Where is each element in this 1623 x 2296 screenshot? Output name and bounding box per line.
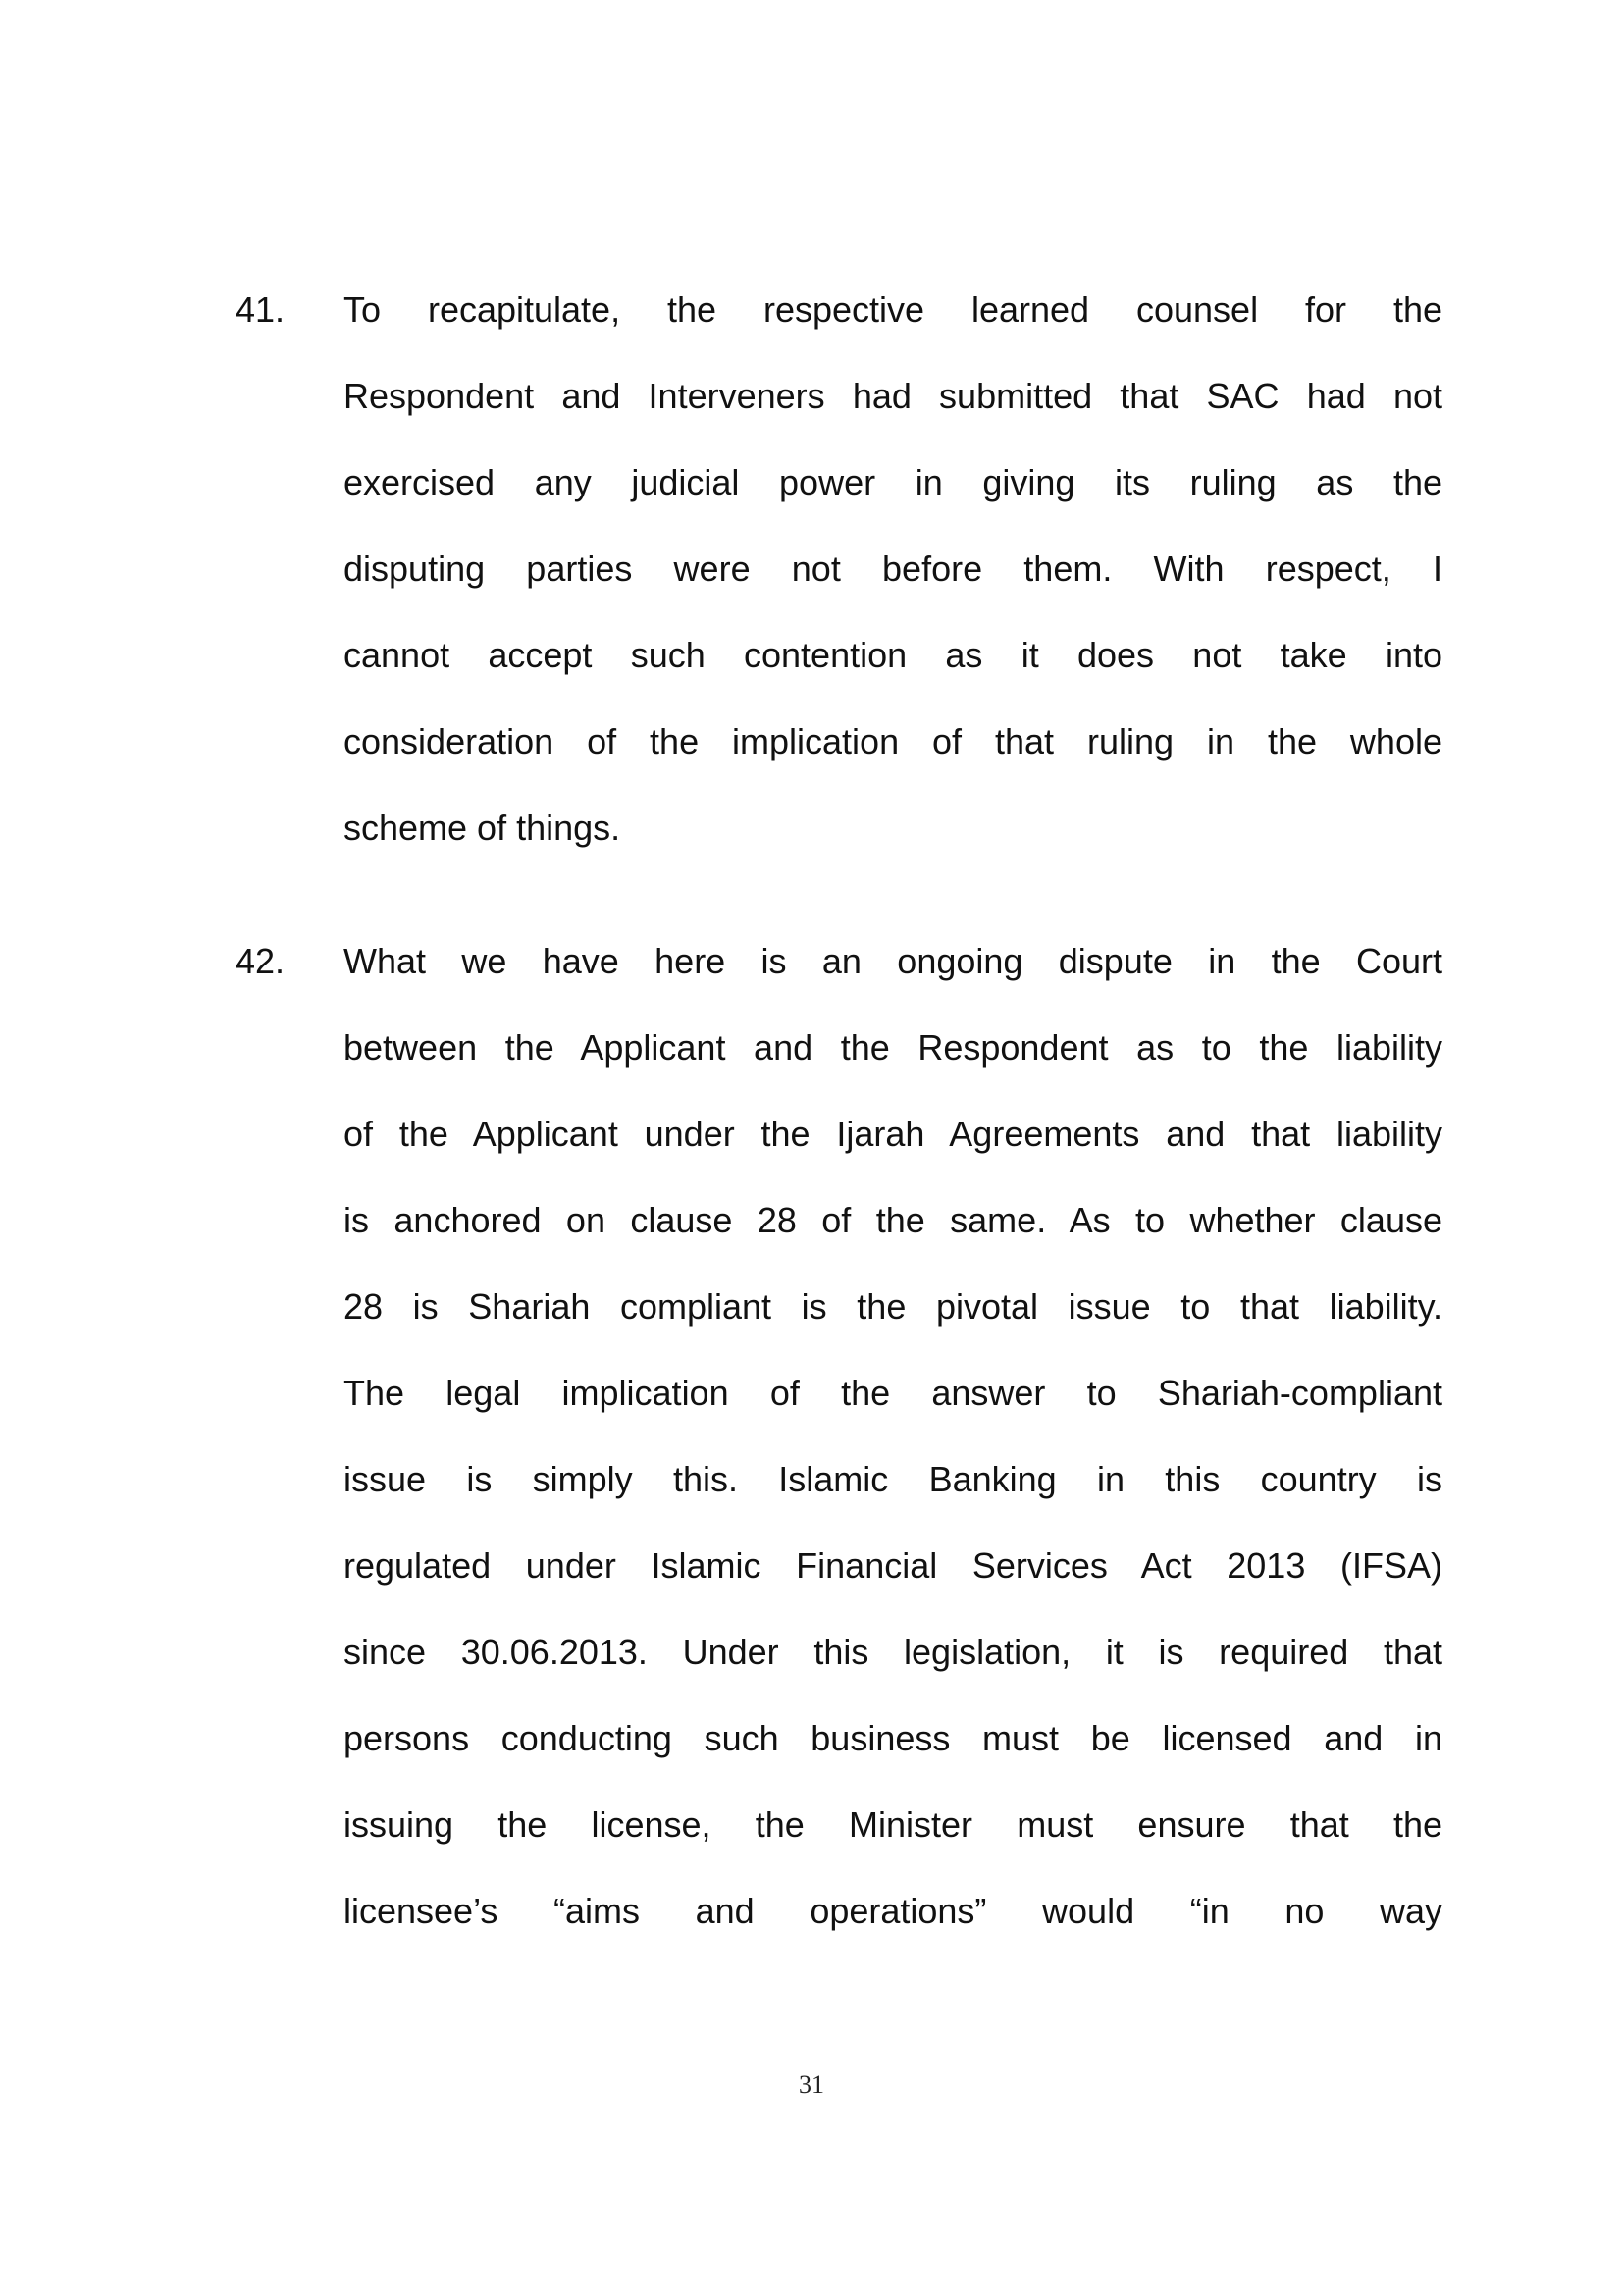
paragraph-line: exercised any judicial power in giving its ruling as the [343,462,1442,502]
paragraph-line: is anchored on clause 28 of the same. As to whether clause [343,1200,1442,1240]
paragraph-line: between the Applicant and the Respondent as to the liability [343,1027,1442,1068]
paragraph-line: disputing parties were not before them. With respect, I [343,548,1442,589]
paragraph-line: cannot accept such contention as it does not take into [343,635,1442,675]
paragraph-line: 28 is Shariah compliant is the pivotal issue to that liability. [343,1286,1442,1327]
paragraph-number: 41. [236,289,286,330]
paragraph-line: scheme of things. [343,808,621,848]
paragraph-line: persons conducting such business must be licensed and in [343,1718,1442,1758]
paragraph-line: consideration of the implication of that ruling in the whole [343,721,1442,761]
paragraph-line: issuing the license, the Minister must ensure that the [343,1804,1442,1845]
paragraph-line: licensee’s “aims and operations” would “in no way [343,1891,1442,1931]
paragraph-number: 42. [236,941,286,981]
paragraph-line: Respondent and Interveners had submitted that SAC had not [343,376,1442,416]
paragraph-line: What we have here is an ongoing dispute in the Court [343,941,1442,981]
paragraph-line: The legal implication of the answer to Shariah-compliant [343,1373,1442,1413]
paragraph-line: regulated under Islamic Financial Services Act 2013 (IFSA) [343,1545,1442,1586]
paragraph-line: since 30.06.2013. Under this legislation, it is required that [343,1632,1442,1672]
paragraph-line: of the Applicant under the Ijarah Agreements and that liability [343,1114,1442,1154]
paragraph-line: issue is simply this. Islamic Banking in this country is [343,1459,1442,1499]
page-number: 31 [799,2070,824,2099]
paragraph-line: To recapitulate, the respective learned counsel for the [343,289,1442,330]
